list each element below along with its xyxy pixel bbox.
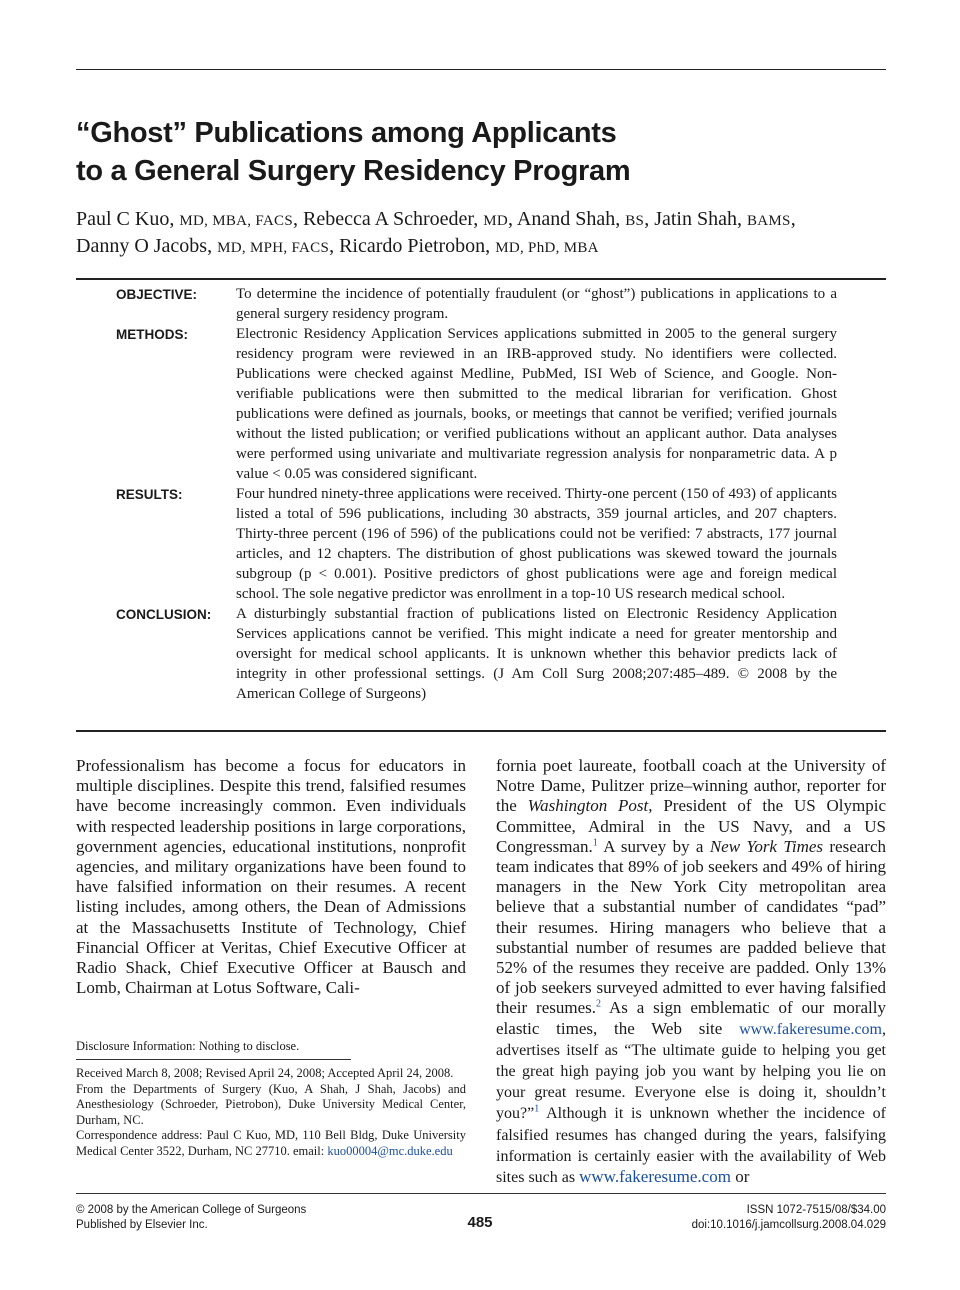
footnote-rule (76, 1059, 351, 1060)
author-degrees: MD, MPH, FACS (217, 240, 330, 256)
abstract-rule-bottom (76, 730, 886, 732)
copyright: © 2008 by the American College of Surgeons (76, 1204, 307, 1216)
abstract-label: METHODS: (116, 327, 188, 342)
reference-link[interactable]: 2 (596, 998, 601, 1010)
author-name: Anand Shah, (516, 208, 626, 230)
abstract-text: Four hundred ninety-three applications were received. Thirty-one percent (150 of 493) of applicants listed a total of 596 publications, including 30 abstracts, 359 journal articles, and 207 chapters. Thirty-three percent (196 of 596) of the publications could not be verified: 7 abstracts, 177 journal articles, and 12 chapters. The distribution of ghost publications was skewed toward the journals subgroup (p < 0.001). Positive predictors of ghost publications were age and foreign medical school. The sole negative predictor was enrollment in a top-10 US research medical school. (236, 486, 837, 602)
author-list: Paul C Kuo, MD, MBA, FACS, Rebecca A Schroeder, MD, Anand Shah, BS, Jatin Shah, BAMS, Danny O Jacobs, MD, MPH, FACS, Ricardo Pietrobon, MD, PhD, MBA (76, 208, 796, 257)
title-line-1: “Ghost” Publications among Applicants (76, 117, 617, 149)
author-name: Paul C Kuo, (76, 208, 180, 230)
body-column-left: Professionalism has become a focus for educators in multiple disciplines. Despite this trend, falsified resumes have become increasingly common. Even individuals with respected leadership positions in large corporations, government agencies, educational institutions, nonprofit agencies, and military organizations have been found to have falsified information on their resumes. A recent listing includes, among others, the Dean of Admissions at the Massachusetts Institute of Technology, Chief Financial Officer at Veritas, Chief Executive Officer at Radio Shack, Chief Executive Officer at Bausch and Lomb, Chairman at Lotus Software, Cali- (76, 756, 466, 998)
footnotes (76, 1066, 466, 1159)
top-rule (76, 69, 886, 70)
affiliations: From the Departments of Surgery (Kuo, A Shah, J Shah, Jacobs) and Anesthesiology (Schroeder, Pietrobon), Duke University Medical Center, Durham, NC. (76, 1081, 466, 1127)
abstract-text: Electronic Residency Application Services applications submitted in 2005 to the general surgery residency program were reviewed in an IRB-approved study. No identifiers were collected. Publications were checked against Medline, PubMed, ISI Web of Science, and Google. Non-verifiable publications were then submitted to the medical librarian for verification. Ghost publications were defined as journals, books, or meetings that cannot be verified; verified journals without the listed publication; or verified publications without an applicant author. Data analyses were performed using univariate and multivariate regression analysis for nonparametric data. A p value < 0.05 was considered significant. (236, 326, 837, 482)
publisher: Published by Elsevier Inc. (76, 1219, 208, 1231)
received-dates: Received March 8, 2008; Revised April 24, 2008; Accepted April 24, 2008. (76, 1066, 454, 1080)
footer-rule (76, 1193, 886, 1194)
footer-right (566, 1203, 886, 1233)
author-degrees: BAMS (746, 213, 791, 229)
author-name: Danny O Jacobs, (76, 235, 218, 257)
abstract-objective (76, 284, 886, 324)
abstract-results (76, 484, 886, 604)
page-number: 485 (467, 1214, 493, 1231)
email-link[interactable]: kuo00004@mc.duke.edu (327, 1143, 453, 1158)
website-link[interactable]: www.fakeresume.com (739, 1020, 882, 1038)
abstract-label: RESULTS: (116, 487, 183, 502)
abstract-label: CONCLUSION: (116, 607, 212, 622)
author-degrees: MD, MBA, FACS (179, 213, 293, 229)
author-name: Jatin Shah, (654, 208, 747, 230)
author-name: Ricardo Pietrobon, (339, 235, 496, 257)
abstract (76, 284, 886, 704)
abstract-label: OBJECTIVE: (116, 287, 198, 302)
author-degrees: MD, PhD, MBA (495, 240, 599, 256)
disclosure: Disclosure Information: Nothing to disclose. (76, 1039, 300, 1053)
reference-link[interactable]: 1 (592, 837, 598, 849)
footer-left (76, 1203, 396, 1233)
reference-link[interactable]: 1 (534, 1104, 540, 1116)
doi: doi:10.1016/j.jamcollsurg.2008.04.029 (691, 1219, 886, 1231)
title-line-2: to a General Surgery Residency Program (76, 155, 631, 187)
abstract-methods (76, 324, 886, 484)
author-degrees: BS (625, 213, 645, 229)
italic-text: Washington Post (527, 796, 649, 816)
article-title (76, 114, 886, 190)
abstract-conclusion (76, 604, 886, 704)
correspondence: Correspondence address: Paul C Kuo, MD, 110 Bell Bldg, Duke University Medical Center 3522, Durham, NC 27710. email: kuo00004@mc.duke.edu (76, 1128, 466, 1158)
abstract-rule-top (76, 278, 886, 280)
author-name: Rebecca A Schroeder, (303, 208, 484, 230)
abstract-text: To determine the incidence of potentially fraudulent (or “ghost”) publications in applications to a general surgery residency program. (236, 286, 837, 322)
website-link[interactable]: www.fakeresume.com (579, 1167, 731, 1187)
body-column-right: fornia poet laureate, football coach at the University of Notre Dame, Pulitzer prize–winning author, reporter for the Washington Post, President of the US Olympic Committee, Admiral in the US Navy, and a US Congressman.$^1$ A survey by a New York Times research team indicates that 89% of job seekers and 49% of hiring managers in the New York City metropolitan area believe that a substantial number of candidates “pad” their resumes. Hiring managers who believe that a substantial number of resumes are padded believe that 52% of the resumes they receive are padded. Only 13% of job seekers surveyed admitted to ever having falsified their resumes.$^2$ As a sign emblematic of our morally elastic times, the Web site www.fakeresume.com, advertises itself as “The ultimate guide to helping you get the great high paying job you want by helping you lie on your great resume. Everyone else is doing it, shouldn’t you?”$^1$ Although it is unknown whether the incidence of falsified resumes has changed during the years, falsifying information is certainly easier with the availability of Web sites such as www.fakeresume.com or (496, 756, 887, 1187)
author-degrees: MD (483, 213, 509, 229)
abstract-text: A disturbingly substantial fraction of publications listed on Electronic Residency Application Services applications cannot be verified. This might indicate a need for greater mentorship and oversight for medical school applicants. It is unknown whether this behavior predicts lack of integrity in other professional settings. (J Am Coll Surg 2008;207:485–489. © 2008 by the American College of Surgeons) (236, 606, 837, 702)
italic-text: New York Times (709, 836, 824, 856)
issn: ISSN 1072-7515/08/$34.00 (746, 1204, 886, 1216)
